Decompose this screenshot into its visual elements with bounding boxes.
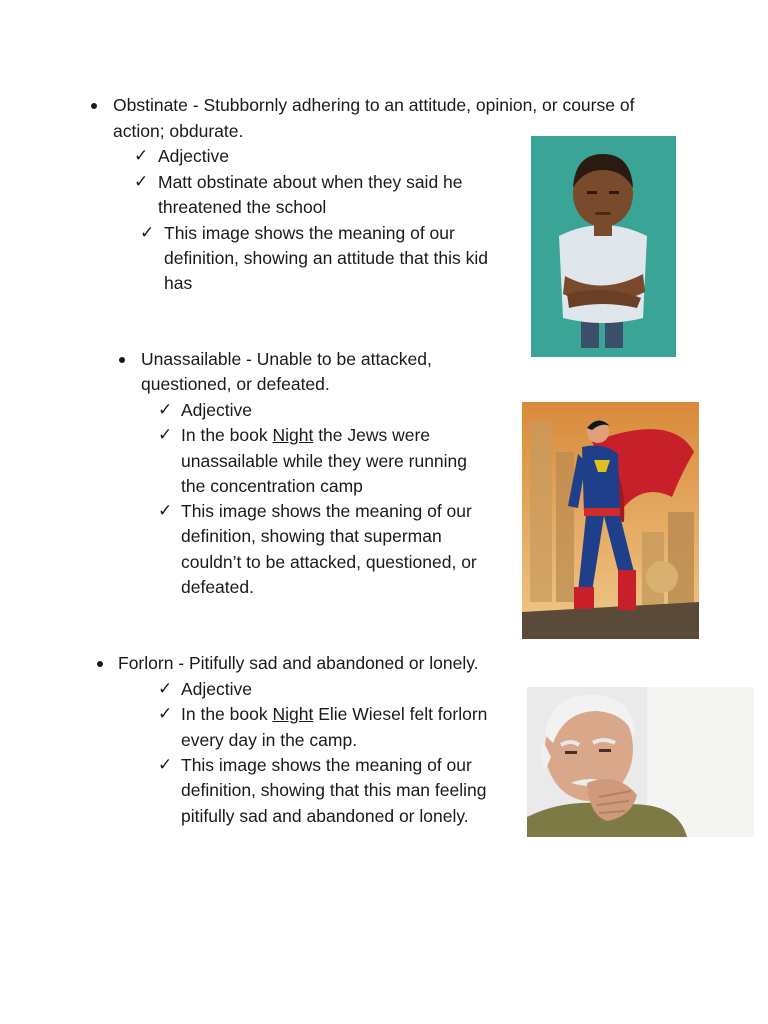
book-title-night: Night xyxy=(272,425,314,445)
check-icon: ✓ xyxy=(140,223,155,243)
term-forlorn: Forlorn - Pitifully sad and abandoned or lonely. xyxy=(118,653,479,673)
bullet-obstinate xyxy=(91,103,97,109)
term-obstinate-line1: Obstinate - Stubbornly adhering to an attitude, opinion, or course of xyxy=(113,95,635,115)
example-unassailable-line3: the concentration camp xyxy=(181,476,363,496)
check-icon: ✓ xyxy=(158,400,173,420)
check-icon: ✓ xyxy=(134,146,149,166)
term-unassailable-line1: Unassailable - Unable to be attacked, xyxy=(141,349,432,369)
superhero-illustration xyxy=(522,402,699,639)
term-unassailable-line2: questioned, or defeated. xyxy=(141,374,330,394)
sad-man-photo xyxy=(527,687,754,837)
image-note-forlorn-line3: pitifully sad and abandoned or lonely. xyxy=(181,806,469,826)
image-note-unassailable-line1: This image shows the meaning of our xyxy=(181,501,472,521)
image-note-unassailable-line4: defeated. xyxy=(181,577,254,597)
check-icon: ✓ xyxy=(158,704,173,724)
superhero-image xyxy=(522,402,699,639)
pos-forlorn: Adjective xyxy=(181,679,253,699)
example-obstinate-line2: threatened the school xyxy=(158,197,327,217)
image-note-obstinate-line3: has xyxy=(164,273,193,293)
example-prefix: In the book xyxy=(181,425,273,445)
check-icon: ✓ xyxy=(158,679,173,699)
example-forlorn-line2: every day in the camp. xyxy=(181,730,358,750)
example-suffix: the Jews were xyxy=(313,425,431,445)
image-note-obstinate-line1: This image shows the meaning of our xyxy=(164,223,455,243)
example-obstinate-line1: Matt obstinate about when they said he xyxy=(158,172,463,192)
term-obstinate-line2: action; obdurate. xyxy=(113,121,244,141)
check-icon: ✓ xyxy=(134,172,149,192)
check-icon: ✓ xyxy=(158,501,173,521)
example-unassailable-line1 xyxy=(181,423,430,448)
pos-unassailable: Adjective xyxy=(181,400,253,420)
boy-illustration xyxy=(531,136,676,357)
example-unassailable-line2: unassailable while they were running xyxy=(181,451,468,471)
image-note-unassailable-line3: couldn’t to be attacked, questioned, or xyxy=(181,552,477,572)
example-forlorn-line1 xyxy=(181,702,487,727)
sad-man-illustration xyxy=(527,687,754,837)
example-suffix: Elie Wiesel felt forlorn xyxy=(313,704,488,724)
bullet-unassailable xyxy=(119,357,125,363)
check-icon: ✓ xyxy=(158,755,173,775)
pos-obstinate: Adjective xyxy=(158,146,230,166)
image-note-unassailable-line2: definition, showing that superman xyxy=(181,526,442,546)
image-note-forlorn-line2: definition, showing that this man feeling xyxy=(181,780,487,800)
book-title-night: Night xyxy=(272,704,314,724)
bullet-forlorn xyxy=(97,661,103,667)
check-icon: ✓ xyxy=(158,425,173,445)
boy-photo xyxy=(531,136,676,357)
image-note-obstinate-line2: definition, showing an attitude that this kid xyxy=(164,248,488,268)
image-note-forlorn-line1: This image shows the meaning of our xyxy=(181,755,472,775)
example-prefix: In the book xyxy=(181,704,273,724)
